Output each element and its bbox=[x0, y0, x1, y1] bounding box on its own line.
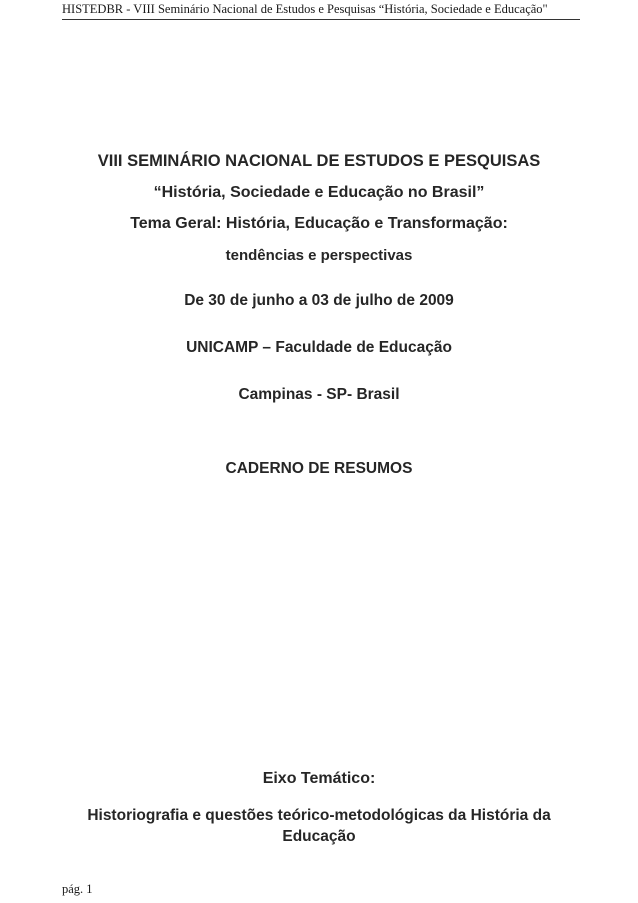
header-divider bbox=[62, 19, 580, 20]
event-dates: De 30 de junho a 03 de julho de 2009 bbox=[184, 292, 454, 309]
event-institution: UNICAMP – Faculdade de Educação bbox=[186, 339, 452, 356]
document-type-heading: CADERNO DE RESUMOS bbox=[225, 460, 413, 477]
general-theme-line-1: Tema Geral: História, Educação e Transformação: bbox=[130, 215, 508, 232]
page-number: pág. 1 bbox=[62, 882, 93, 896]
general-theme-line-2: tendências e perspectivas bbox=[225, 247, 413, 264]
event-subtitle: “História, Sociedade e Educação no Brasil” bbox=[153, 184, 485, 201]
running-header: HISTEDBR - VIII Seminário Nacional de Estudos e Pesquisas “História, Sociedade e Educação" bbox=[62, 2, 548, 16]
thematic-axis-label: Eixo Temático: bbox=[262, 770, 376, 787]
event-title: VIII SEMINÁRIO NACIONAL DE ESTUDOS E PESQUISAS bbox=[97, 152, 541, 170]
thematic-axis-text: Historiografia e questões teórico-metodológicas da História da Educação bbox=[87, 807, 551, 845]
event-location: Campinas - SP- Brasil bbox=[238, 386, 400, 403]
